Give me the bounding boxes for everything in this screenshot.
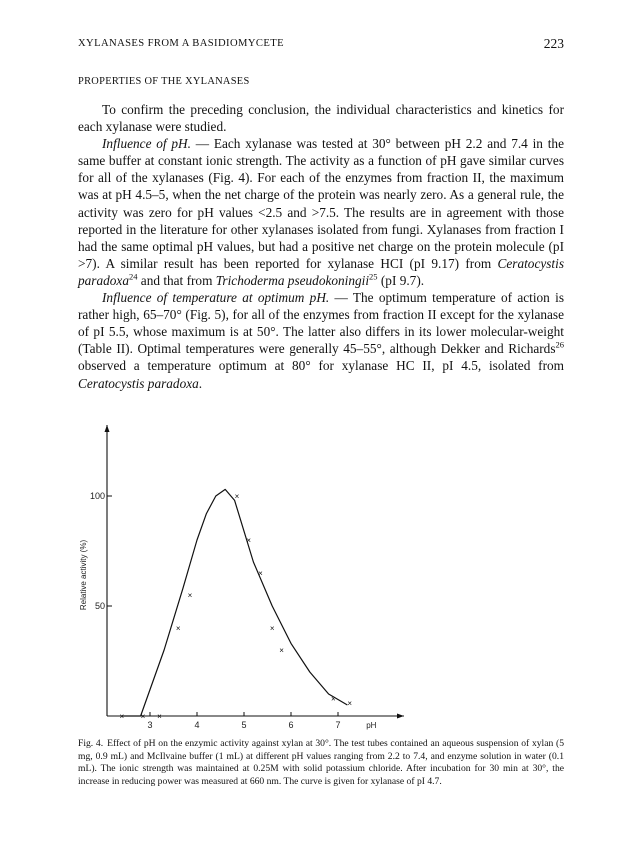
paragraph-3-title: Influence of temperature at optimum pH. xyxy=(102,290,330,306)
data-point: × xyxy=(157,712,162,721)
data-point: × xyxy=(140,712,146,721)
caption-label: Fig. 4. xyxy=(78,738,104,749)
y-axis-arrow xyxy=(105,425,110,432)
x-tick-label: 6 xyxy=(288,720,294,730)
paragraph-1: To confirm the preceding conclusion, the individual characteristics and kinetics for each xylanase were studied. xyxy=(78,102,564,135)
data-point: × xyxy=(330,694,336,704)
reference-26: 26 xyxy=(555,339,564,350)
running-title: XYLANASES FROM A BASIDIOMYCETE xyxy=(78,38,284,49)
data-point: × xyxy=(187,591,193,600)
reference-24: 24 xyxy=(128,271,138,282)
data-point: × xyxy=(119,712,125,721)
x-tick-label: 4 xyxy=(194,720,200,730)
reference-25: 25 xyxy=(369,271,378,282)
caption-text: Effect of pH on the enzymic activity against xylan at 30°. The test tubes contained an aqueous suspension of xylan (5 mg, 0.9 mL) and McIlvaine buffer (1 mL) at different pH values ranging from 2.2 to 7.4, and enzyme solution in water (0.1 mL). The ionic strength was maintained at 0.25M with solid potassium chloride. After incubation for 30 min at 30°, the increase in reducing power was measured at 660 nm. The curve is given for xylanase of pI 4.7. xyxy=(78,738,564,787)
paragraph-3: Influence of temperature at optimum pH. — The optimum temperature of action is rather high, 65–70° (Fig. 5), for all of the enzymes from fraction II except for the xylanase of pI 5.5, whose maximum is at 50°. The latter also differs in its lower molecular-weight (Table II). Optimal temperatures were generally 45–55°, although Dekker and Richards$^{26}$ observed a temperature optimum at 80° for xylanase HC II, pI 4.5, isolated from Ceratocystis paradoxa. xyxy=(78,290,564,391)
x-tick-label: 7 xyxy=(335,720,341,730)
data-point: × xyxy=(279,646,284,655)
data-point: × xyxy=(269,624,275,633)
activity-curve xyxy=(122,489,348,716)
data-point: × xyxy=(347,698,353,708)
paragraph-2-title: Influence of pH. xyxy=(102,136,191,152)
y-tick-label: 100 xyxy=(89,491,105,501)
data-point: × xyxy=(234,492,240,501)
x-tick-label: 5 xyxy=(241,720,247,730)
x-axis-arrow xyxy=(397,714,404,719)
data-point: × xyxy=(175,624,181,633)
section-heading: PROPERTIES OF THE XYLANASES xyxy=(78,76,250,87)
figure-caption xyxy=(78,738,564,788)
y-tick-label: 50 xyxy=(94,601,105,611)
x-axis-label: pH xyxy=(366,721,377,730)
data-point: × xyxy=(246,536,252,545)
paragraph-2: Influence of pH. — Each xylanase was tested at 30° between pH 2.2 and 7.4 in the same buffer at constant ionic strength. The activity as a function of pH gave similar curves for all of the xylanases (Fig. 4). For each of the enzymes from fraction II, the maximum was at pH 4.5–5, when the net charge of the protein was nearly zero. As a general rule, the activity was zero for pH values <2.5 and >7.5. The results are in agreement with those reported in the literature for other xylanases isolated from fungi. Xylanases from fraction I had the same optimal pH values, but had a positive net charge on the protein molecule (pI >7). A similar result has been reported for xylanase HCI (pI 9.17) from Ceratocystis paradoxa$^{24}$ and that from Trichoderma pseudokoningii$^{25}$ (pI 9.7). xyxy=(78,136,564,288)
x-tick-label: 3 xyxy=(147,720,153,730)
page-number: 223 xyxy=(543,36,564,51)
y-axis-label: Relative activity (%) xyxy=(79,539,88,611)
data-point: × xyxy=(258,569,263,578)
